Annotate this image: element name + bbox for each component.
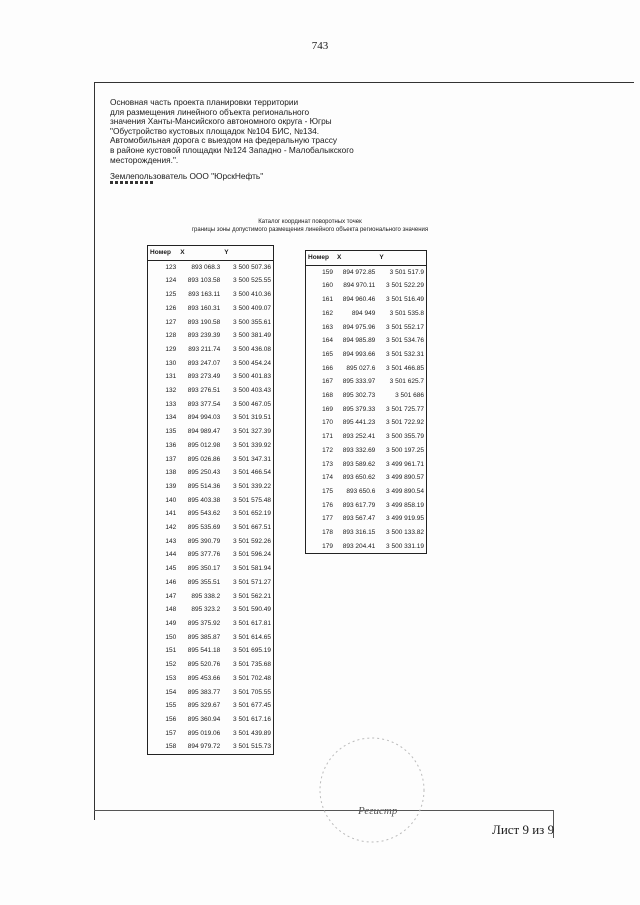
y-coordinate-cell: 3 499 890.57 (386, 474, 424, 482)
x-coordinate-cell: 895 355.51 (187, 578, 221, 586)
table-row (148, 672, 274, 686)
y-coordinate-cell: 3 501 677.45 (233, 702, 271, 710)
table-row (148, 370, 274, 384)
table-row (148, 384, 274, 398)
x-coordinate-cell: 893 589.62 (342, 460, 376, 468)
point-number-cell: 158 (165, 743, 177, 751)
point-number-cell: 176 (322, 501, 333, 509)
y-coordinate-cell: 3 501 592.26 (233, 537, 271, 545)
catalog-title (90, 219, 530, 234)
point-number-cell: 157 (165, 729, 177, 737)
point-number-cell: 161 (322, 296, 333, 304)
table-row (306, 375, 427, 389)
point-number-cell: 171 (322, 433, 333, 441)
x-coordinate-cell: 895 541.18 (187, 647, 221, 655)
x-coordinate-cell: 894 975.96 (342, 323, 376, 331)
x-coordinate-cell: 895 520.76 (187, 661, 221, 669)
point-number-cell: 130 (165, 359, 177, 367)
y-coordinate-cell: 3 501 532.31 (386, 350, 424, 358)
table-row (306, 307, 427, 321)
page-number: 743 (311, 40, 329, 52)
frame-border-left (94, 82, 95, 820)
x-coordinate-cell: 895 441.23 (342, 419, 376, 427)
y-coordinate-cell: 3 500 403.43 (233, 387, 271, 395)
table-row (306, 416, 427, 430)
point-number-cell: 139 (165, 482, 177, 490)
point-number-cell: 136 (165, 441, 177, 449)
point-number-cell: 128 (165, 332, 177, 340)
y-coordinate-cell: 3 501 515.73 (233, 743, 271, 751)
point-number-cell: 126 (165, 304, 177, 312)
x-coordinate-cell: 895 350.17 (187, 565, 221, 573)
y-coordinate-cell: 3 501 581.94 (233, 565, 271, 573)
y-coordinate-cell: 3 499 919.95 (386, 515, 424, 523)
x-coordinate-cell: 893 276.51 (187, 387, 221, 395)
table-row (148, 631, 274, 645)
y-coordinate-cell: 3 500 133.82 (386, 529, 424, 537)
x-coordinate-cell: 894 985.89 (342, 337, 376, 345)
x-coordinate-cell: 894 972.85 (342, 268, 376, 276)
point-number-cell: 132 (165, 387, 177, 395)
point-number-cell: 168 (322, 392, 333, 400)
y-coordinate-cell: 3 501 652.19 (233, 510, 271, 518)
header-line: Автомобильная дорога с выездом на федеральную трассу (110, 135, 338, 146)
y-coordinate-cell: 3 501 625.7 (389, 378, 424, 386)
y-coordinate-cell: 3 500 409.07 (233, 304, 271, 312)
x-coordinate-cell: 894 993.66 (342, 350, 376, 358)
point-number-cell: 144 (165, 551, 177, 559)
table-row (306, 389, 427, 403)
y-coordinate-cell: 3 499 858.19 (386, 501, 424, 509)
x-coordinate-cell: 895 250.43 (187, 469, 221, 477)
point-number-cell: 169 (322, 405, 333, 413)
coordinates-table-left (147, 245, 274, 755)
header-line: месторождения.". (110, 154, 179, 165)
x-coordinate-cell: 895 403.38 (187, 496, 221, 504)
y-coordinate-cell: 3 501 590.49 (233, 606, 271, 614)
y-coordinate-cell: 3 501 517.9 (389, 268, 424, 276)
point-number-cell: 137 (165, 455, 177, 463)
point-number-cell: 172 (322, 446, 333, 454)
header-line: Основная часть проекта планировки территории (110, 97, 299, 107)
column-header-x: X (178, 246, 222, 261)
x-coordinate-cell: 895 333.97 (342, 378, 376, 386)
x-coordinate-cell: 893 332.69 (342, 446, 376, 454)
x-coordinate-cell: 894 979.72 (187, 743, 221, 751)
y-coordinate-cell: 3 501 522.29 (386, 282, 424, 290)
table-row (306, 512, 427, 526)
table-row (306, 540, 427, 554)
point-number-cell: 142 (165, 524, 177, 532)
point-number-cell: 166 (322, 364, 333, 372)
table-row (148, 603, 274, 617)
x-coordinate-cell: 895 383.77 (187, 688, 221, 696)
table-row (148, 316, 274, 330)
point-number-cell: 140 (165, 496, 177, 504)
x-coordinate-cell: 895 019.06 (187, 729, 221, 737)
point-number-cell: 160 (322, 282, 333, 290)
column-header-number: Номер (148, 246, 179, 261)
table-row (306, 485, 427, 499)
x-coordinate-cell: 893 239.39 (187, 332, 221, 340)
y-coordinate-cell: 3 501 735.68 (233, 661, 271, 669)
table-row (148, 576, 274, 590)
table-row (306, 265, 427, 279)
table-row (148, 658, 274, 672)
x-coordinate-cell: 893 617.79 (342, 501, 376, 509)
y-coordinate-cell: 3 500 507.36 (233, 263, 271, 271)
table-row (148, 302, 274, 316)
land-user: Землепользователь ООО "ЮрскНефть" (110, 171, 264, 181)
y-coordinate-cell: 3 501 466.54 (233, 469, 271, 477)
point-number-cell: 141 (165, 510, 177, 518)
x-coordinate-cell: 895 360.94 (187, 715, 221, 723)
point-number-cell: 153 (165, 674, 177, 682)
x-coordinate-cell: 894 949 (351, 309, 376, 317)
x-coordinate-cell: 893 103.58 (187, 277, 221, 285)
point-number-cell: 135 (165, 428, 177, 436)
y-coordinate-cell: 3 501 516.49 (386, 296, 424, 304)
y-coordinate-cell: 3 501 534.76 (386, 337, 424, 345)
stamp-text: Регистр (358, 805, 398, 817)
point-number-cell: 145 (165, 565, 177, 573)
point-number-cell: 146 (165, 578, 177, 586)
x-coordinate-cell: 893 273.49 (187, 373, 221, 381)
point-number-cell: 149 (165, 619, 177, 627)
y-coordinate-cell: 3 501 339.92 (233, 441, 271, 449)
table-row (148, 494, 274, 508)
point-number-cell: 177 (322, 515, 333, 523)
table-row (148, 453, 274, 467)
x-coordinate-cell: 893 247.07 (187, 359, 221, 367)
x-coordinate-cell: 893 650.62 (342, 474, 376, 482)
x-coordinate-cell: 895 329.67 (187, 702, 221, 710)
header-line: для размещения линейного объекта регионального (110, 106, 310, 117)
table-row (306, 444, 427, 458)
cut-off-text-line (110, 181, 154, 184)
x-coordinate-cell: 893 190.58 (187, 318, 221, 326)
table-row (148, 260, 274, 274)
catalog-title-line: границы зоны допустимого размещения линейного объекта регионального значения (191, 226, 429, 233)
y-coordinate-cell: 3 500 410.36 (233, 291, 271, 299)
y-coordinate-cell: 3 501 702.48 (233, 674, 271, 682)
table-row (148, 357, 274, 371)
x-coordinate-cell: 894 970.11 (343, 282, 376, 290)
point-number-cell: 164 (322, 337, 333, 345)
y-coordinate-cell: 3 501 617.81 (233, 619, 271, 627)
x-coordinate-cell: 893 068.3 (191, 263, 221, 271)
x-coordinate-cell: 895 385.87 (187, 633, 221, 641)
x-coordinate-cell: 893 252.41 (342, 433, 376, 441)
point-number-cell: 163 (322, 323, 333, 331)
x-coordinate-cell: 895 377.76 (187, 551, 221, 559)
point-number-cell: 154 (165, 688, 177, 696)
x-coordinate-cell: 894 989.47 (187, 428, 221, 436)
table-row (148, 343, 274, 357)
y-coordinate-cell: 3 500 197.25 (386, 446, 424, 454)
table-row (148, 590, 274, 604)
point-number-cell: 125 (165, 291, 177, 299)
y-coordinate-cell: 3 501 575.48 (233, 496, 271, 504)
table-row (148, 288, 274, 302)
y-coordinate-cell: 3 500 355.79 (386, 433, 424, 441)
table-row (306, 526, 427, 540)
table-header-row (306, 251, 427, 266)
point-number-cell: 127 (165, 318, 177, 326)
table-row (148, 411, 274, 425)
x-coordinate-cell: 895 375.92 (187, 619, 221, 627)
x-coordinate-cell: 895 535.69 (187, 524, 221, 532)
y-coordinate-cell: 3 501 695.19 (233, 647, 271, 655)
x-coordinate-cell: 895 302.73 (342, 392, 376, 400)
frame-border-top (94, 82, 634, 83)
sheet-label: Лист 9 из 9 (492, 822, 555, 837)
point-number-cell: 151 (165, 647, 177, 655)
table-body (148, 260, 274, 754)
x-coordinate-cell: 893 211.74 (188, 345, 221, 353)
y-coordinate-cell: 3 500 381.49 (233, 332, 271, 340)
table-row (306, 499, 427, 513)
x-coordinate-cell: 895 026.86 (187, 455, 221, 463)
point-number-cell: 156 (165, 715, 177, 723)
x-coordinate-cell: 895 027.6 (346, 364, 376, 372)
point-number-cell: 170 (322, 419, 333, 427)
point-number-cell: 129 (165, 345, 177, 353)
y-coordinate-cell: 3 501 617.16 (233, 715, 271, 723)
y-coordinate-cell: 3 500 436.08 (233, 345, 271, 353)
x-coordinate-cell: 895 390.79 (187, 537, 221, 545)
table-row (148, 521, 274, 535)
point-number-cell: 159 (322, 268, 333, 276)
x-coordinate-cell: 895 453.66 (187, 674, 221, 682)
header-line: значения Ханты-Мансийского автономного округа - Югры (110, 116, 332, 127)
x-coordinate-cell: 895 323.2 (191, 606, 221, 614)
y-coordinate-cell: 3 501 339.22 (233, 482, 271, 490)
table-row (306, 362, 427, 376)
y-coordinate-cell: 3 500 355.61 (233, 318, 271, 326)
table-row (148, 480, 274, 494)
point-number-cell: 147 (165, 592, 177, 600)
table-row (148, 439, 274, 453)
table-row (148, 425, 274, 439)
header-line: "Обустройство кустовых площадок №104 БИС, №134. (110, 125, 320, 136)
table-row (306, 321, 427, 335)
table-row (148, 548, 274, 562)
point-number-cell: 174 (322, 474, 333, 482)
x-coordinate-cell: 895 514.36 (187, 482, 221, 490)
y-coordinate-cell: 3 501 686 (395, 392, 424, 400)
y-coordinate-cell: 3 501 722.92 (386, 419, 424, 427)
point-number-cell: 123 (165, 263, 177, 271)
point-number-cell: 155 (165, 702, 177, 710)
table-row (148, 644, 274, 658)
point-number-cell: 165 (322, 350, 333, 358)
point-number-cell: 148 (165, 606, 177, 614)
x-coordinate-cell: 895 543.62 (187, 510, 221, 518)
point-number-cell: 131 (165, 373, 177, 381)
y-coordinate-cell: 3 500 331.19 (386, 542, 424, 550)
table-row (306, 279, 427, 293)
x-coordinate-cell: 894 994.03 (187, 414, 221, 422)
document-header (110, 98, 410, 165)
table-row (148, 507, 274, 521)
table-row (306, 430, 427, 444)
table-row (306, 458, 427, 472)
y-coordinate-cell: 3 499 961.71 (386, 460, 424, 468)
table-row (148, 617, 274, 631)
x-coordinate-cell: 893 650.6 (346, 487, 376, 495)
x-coordinate-cell: 893 316.15 (342, 529, 376, 537)
point-number-cell: 178 (322, 529, 333, 537)
table-row (148, 535, 274, 549)
table-row (306, 403, 427, 417)
table-row (148, 562, 274, 576)
point-number-cell: 138 (165, 469, 177, 477)
x-coordinate-cell: 895 012.98 (187, 441, 221, 449)
point-number-cell: 173 (322, 460, 333, 468)
point-number-cell: 150 (165, 633, 177, 641)
column-header-number: Номер (306, 251, 336, 266)
table-row (306, 293, 427, 307)
table-row (148, 740, 274, 754)
y-coordinate-cell: 3 500 525.55 (233, 277, 271, 285)
stamp (300, 720, 440, 860)
table-row (306, 334, 427, 348)
y-coordinate-cell: 3 500 454.24 (233, 359, 271, 367)
x-coordinate-cell: 893 377.54 (187, 400, 221, 408)
table-row (306, 471, 427, 485)
y-coordinate-cell: 3 501 596.24 (233, 551, 271, 559)
x-coordinate-cell: 893 204.41 (342, 542, 376, 550)
y-coordinate-cell: 3 501 614.65 (233, 633, 271, 641)
y-coordinate-cell: 3 501 466.85 (386, 364, 424, 372)
y-coordinate-cell: 3 500 467.05 (233, 400, 271, 408)
y-coordinate-cell: 3 501 552.17 (386, 323, 424, 331)
coordinates-table-right (305, 250, 427, 554)
y-coordinate-cell: 3 501 439.89 (233, 729, 271, 737)
table-row (306, 348, 427, 362)
y-coordinate-cell: 3 500 401.83 (233, 373, 271, 381)
x-coordinate-cell: 895 338.2 (191, 592, 221, 600)
y-coordinate-cell: 3 501 319.51 (233, 414, 271, 422)
x-coordinate-cell: 893 163.11 (188, 291, 221, 299)
y-coordinate-cell: 3 501 571.27 (233, 578, 271, 586)
stamp-circle (320, 738, 424, 842)
header-line: в районе кустовой площадки №124 Западно - Малобалыкского (110, 144, 354, 155)
point-number-cell: 162 (322, 309, 333, 317)
table-row (148, 727, 274, 741)
point-number-cell: 143 (165, 537, 177, 545)
y-coordinate-cell: 3 501 562.21 (233, 592, 271, 600)
table-row (148, 699, 274, 713)
table-row (148, 329, 274, 343)
catalog-title-line: Каталог координат поворотных точек (258, 219, 362, 225)
table-row (148, 274, 274, 288)
x-coordinate-cell: 893 160.31 (187, 304, 221, 312)
point-number-cell: 133 (165, 400, 177, 408)
table-row (148, 713, 274, 727)
table-header-row (148, 246, 274, 261)
y-coordinate-cell: 3 501 667.51 (233, 524, 271, 532)
x-coordinate-cell: 895 379.33 (342, 405, 376, 413)
column-header-y: Y (377, 251, 426, 266)
table-row (148, 466, 274, 480)
column-header-x: X (335, 251, 377, 266)
point-number-cell: 124 (165, 277, 177, 285)
y-coordinate-cell: 3 501 705.55 (233, 688, 271, 696)
y-coordinate-cell: 3 499 890.54 (386, 487, 424, 495)
table-row (148, 398, 274, 412)
table-row (148, 686, 274, 700)
y-coordinate-cell: 3 501 535.8 (389, 309, 424, 317)
column-header-y: Y (222, 246, 273, 261)
point-number-cell: 152 (165, 661, 177, 669)
point-number-cell: 134 (165, 414, 177, 422)
y-coordinate-cell: 3 501 347.31 (233, 455, 271, 463)
point-number-cell: 179 (322, 542, 333, 550)
point-number-cell: 167 (322, 378, 333, 386)
x-coordinate-cell: 894 960.46 (342, 296, 376, 304)
y-coordinate-cell: 3 501 327.39 (233, 428, 271, 436)
point-number-cell: 175 (322, 487, 333, 495)
x-coordinate-cell: 893 567.47 (342, 515, 376, 523)
y-coordinate-cell: 3 501 725.77 (386, 405, 424, 413)
table-body (306, 265, 427, 554)
